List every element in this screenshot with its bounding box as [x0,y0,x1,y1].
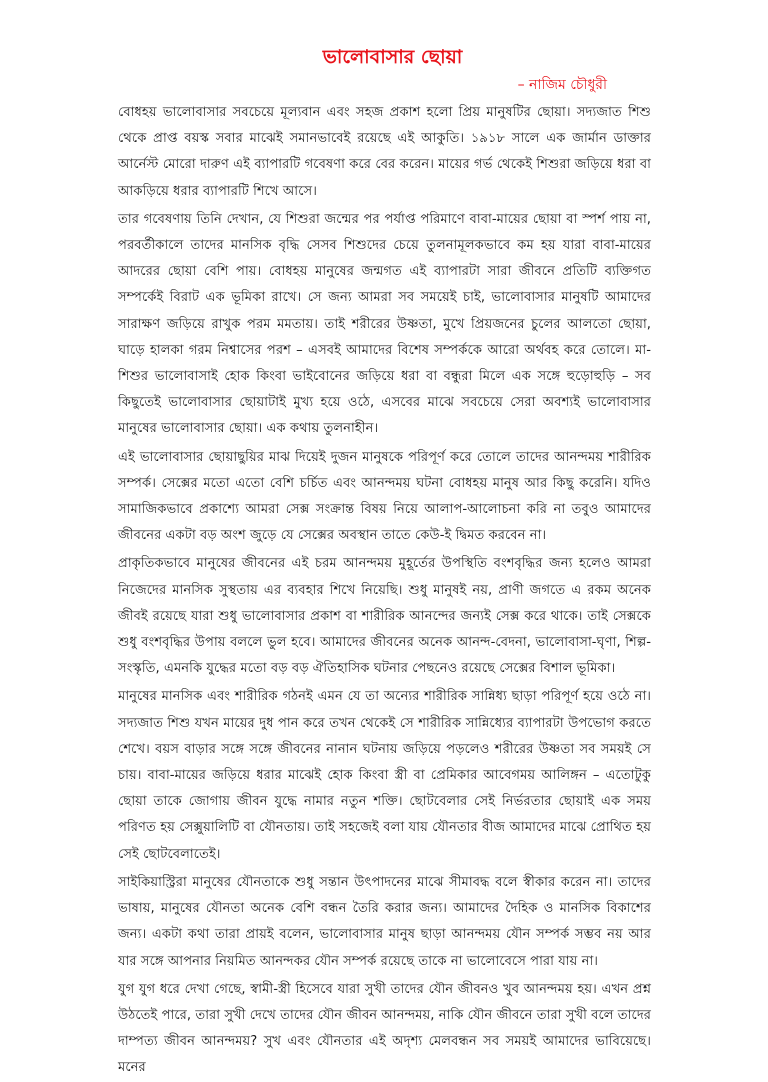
article-title: ভালোবাসার ছোয়া [322,46,463,68]
paragraph: বোধহয় ভালোবাসার সবচেয়ে মূল্যবান এবং সহজ প্রকাশ হলো প্রিয় মানুষটির ছোয়া। সদ্যজাত শিশু থেকে প্রাপ্ত বয়স্ক সবার মাঝেই সমানভাবেই রয়েছে এই আকুতি। ১৯১৮ সালে এক জার্মান ডাক্তার আর্নেস্ট মোরো দারুণ এই ব্যাপারটি গবেষণা করে বের করেন। মায়ের গর্ভ থেকেই শিশুরা জড়িয়ে ধরা বা আকড়িয়ে ধরার ব্যাপারটি শিখে আসে। [118,105,651,199]
paragraph: মানুষের মানসিক এবং শারীরিক গঠনই এমন যে তা অন্যের শারীরিক সান্নিধ্য ছাড়া পরিপূর্ণ হয়ে ওঠে না। সদ্যজাত শিশু যখন মায়ের দুধ পান করে তখন থেকেই সে শারীরিক সান্নিধ্যের ব্যাপারটা উপভোগ করতে শেখে। বয়স বাড়ার সঙ্গে সঙ্গে জীবনের নানান ঘটনায় জড়িয়ে পড়লেও শরীরের উষ্ণতা সব সময়ই সে চায়। বাবা-মায়ের জড়িয়ে ধরার মাঝেই হোক কিংবা স্ত্রী বা প্রেমিকার আবেগময় আলিঙ্গন – এতোটুকু ছোয়া তাকে জোগায় জীবন যুদ্ধে নামার নতুন শক্তি। ছোটবেলার সেই নির্ভরতার ছোয়াই এক সময় পরিণত হয় সেক্সুয়ালিটি বা যৌনতায়। তাই সহজেই বলা যায় যৌনতার বীজ আমাদের মাঝে প্রোথিত হয় সেই ছোটবেলাতেই। [118,689,651,862]
paragraph: সাইকিয়াস্ট্রিরা মানুষের যৌনতাকে শুধু সন্তান উৎপাদনের মাঝে সীমাবদ্ধ বলে স্বীকার করেন না। তাদের ভাষায়, মানুষের যৌনতা অনেক বেশি বন্ধন তৈরি করার জন্য। আমাদের দৈহিক ও মানসিক বিকাশের জন্য। একটা কথা তারা প্রায়ই বলেন, ভালোবাসার মানুষ ছাড়া আনন্দময় যৌন সম্পর্ক সম্ভব নয় আর যার সঙ্গে আপনার নিয়মিত আনন্দকর যৌন সম্পর্ক রয়েছে তাকে না ভালোবেসে পারা যায় না। [118,874,651,969]
paragraph: তার গবেষণায় তিনি দেখান, যে শিশুরা জন্মের পর পর্যাপ্ত পরিমাণে বাবা-মায়ের ছোয়া বা স্পর্শ পায় না, পরবর্তীকালে তাদের মানসিক বৃদ্ধি সেসব শিশুদের চেয়ে তুলনামূলকভাবে কম হয় যারা বাবা-মায়ের আদরের ছোয়া বেশি পায়। বোধহয় মানুষের জন্মগত এই ব্যাপারটা সারা জীবনে প্রতিটি ব্যক্তিগত সম্পর্কেই বিরাট এক ভূমিকা রাখে। সে জন্য আমরা সব সময়েই চাই, ভালোবাসার মানুষটি আমাদের সারাক্ষণ জড়িয়ে রাখুক পরম মমতায়। তাই শরীরের উষ্ণতা, মুখে প্রিয়জনের চুলের আলতো ছোয়া, ঘাড়ে হালকা গরম নিশ্বাসের পরশ – এসবই আমাদের বিশেষ সম্পর্ককে আরো অর্থবহ করে তোলে। মা-শিশুর ভালোবাসাই হোক কিংবা ভাইবোনের জড়িয়ে ধরা বা বন্ধুরা মিলে এক সঙ্গে হুড়োহুড়ি – সব কিছুতেই ভালোবাসার ছোয়াটাই মুখ্য হয়ে ওঠে, এসবের মাঝে সবচেয়ে সেরা অবশ্যই ভালোবাসার মানুষের ভালোবাসার ছোয়া। এক কথায় তুলনাহীন। [118,211,651,437]
paragraph: প্রাকৃতিকভাবে মানুষের জীবনের এই চরম আনন্দময় মুহূর্তের উপস্থিতি বংশবৃদ্ধির জন্য হলেও আমরা নিজেদের মানসিক সুস্থতায় এর ব্যবহার শিখে নিয়েছি। শুধু মানুষই নয়, প্রাণী জগতে এ রকম অনেক জীবই রয়েছে যারা শুধু ভালোবাসার প্রকাশ বা শারীরিক আনন্দের জন্যই সেক্স করে থাকে। তাই সেক্সকে শুধু বংশবৃদ্ধির উপায় বললে ভুল হবে। আমাদের জীবনের অনেক আনন্দ-বেদনা, ভালোবাসা-ঘৃণা, শিল্প-সংস্কৃতি, এমনকি যুদ্ধের মতো বড় বড় ঐতিহাসিক ঘটনার পেছনেও রয়েছে সেক্সের বিশাল ভূমিকা। [118,556,651,677]
paragraph: যুগ যুগ ধরে দেখা গেছে, স্বামী-স্ত্রী হিসেবে যারা সুখী তাদের যৌন জীবনও খুব আনন্দময় হয়। এখন প্রশ্ন উঠতেই পারে, তারা সুখী দেখে তাদের যৌন জীবন আনন্দময়, নাকি যৌন জীবনে তারা সুখী বলে তাদের দাম্পত্য জীবন আনন্দময়? সুখ এবং যৌনতার এই অদৃশ্য মেলবন্ধন সব সময়ই আমাদের ভাবিয়েছে। মনের [118,981,651,1076]
paragraph: এই ভালোবাসার ছোয়াছুয়ির মাঝ দিয়েই দুজন মানুষকে পরিপূর্ণ করে তোলে তাদের আনন্দময় শারীরিক সম্পর্ক। সেক্সের মতো এতো বেশি চর্চিত এবং আনন্দময় ঘটনা বোধহয় মানুষ আর কিছু করেনি। যদিও সামাজিকভাবে প্রকাশ্যে আমরা সেক্স সংক্রান্ত বিষয় নিয়ে আলাপ-আলোচনা করি না তবুও আমাদের জীবনের একটা বড় অংশ জুড়ে যে সেক্সের অবস্থান তাতে কেউ-ই দ্বিমত করবেন না। [118,449,651,544]
article-author: – নাজিম চৌধুরী [517,77,607,93]
article-body [118,100,651,1082]
